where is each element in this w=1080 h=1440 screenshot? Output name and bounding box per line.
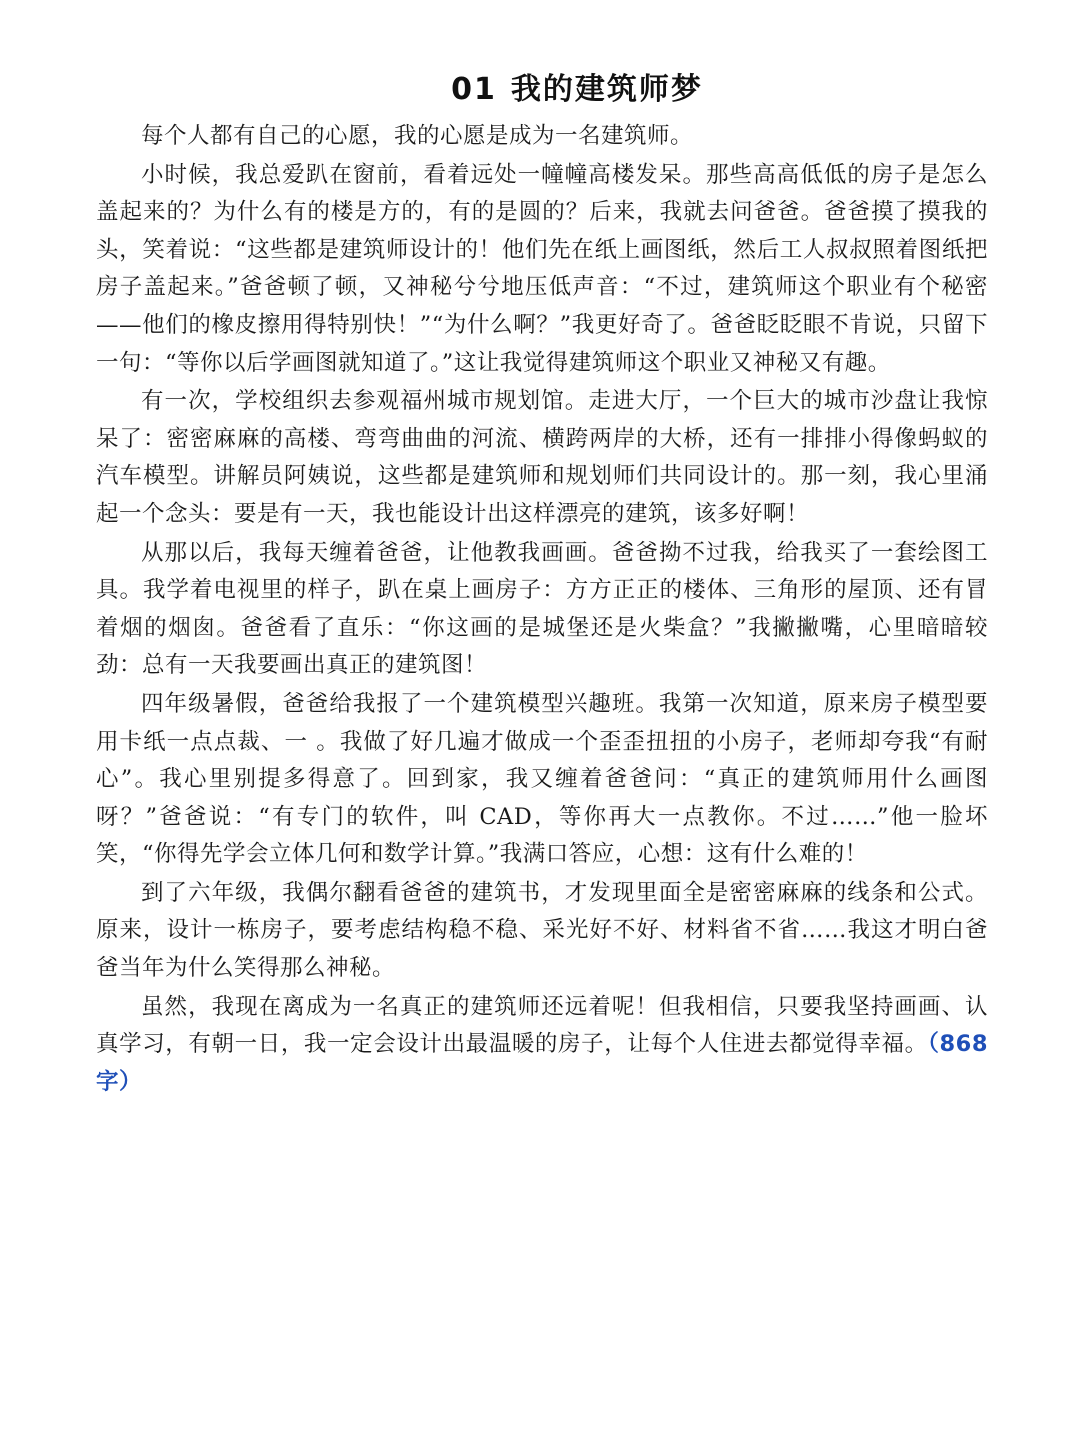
word-count: （868 字） xyxy=(96,1031,988,1095)
title-number: 01 xyxy=(451,72,497,107)
paragraph-4: 从那以后，我每天缠着爸爸，让他教我画画。爸爸拗不过我，给我买了一套绘图工具。我学着电视里的样子，趴在桌上画房子：方方正正的楼体、三角形的屋顶、还有冒着烟的烟囱。爸爸看了直乐：“你这画的是城堡还是火柴盒？”我撇撇嘴，心里暗暗较劲：总有一天我要画出真正的建筑图！ xyxy=(96,539,988,679)
essay-title xyxy=(96,68,988,112)
paragraph-2: 小时候，我总爱趴在窗前，看着远处一幢幢高楼发呆。那些高高低低的房子是怎么盖起来的？为什么有的楼是方的，有的是圆的？后来，我就去问爸爸。爸爸摸了摸我的头，笑着说：“这些都是建筑师设计的！他们先在纸上画图纸，然后工人叔叔照着图纸把房子盖起来。”爸爸顿了顿，又神秘兮兮地压低声音：“不过，建筑师这个职业有个秘密——他们的橡皮擦用得特别快！”“为什么啊？”我更好奇了。爸爸眨眨眼不肯说，只留下一句：“等你以后学画图就知道了。”这让我觉得建筑师这个职业又神秘又有趣。 xyxy=(96,161,988,376)
paragraph-1: 每个人都有自己的心愿，我的心愿是成为一名建筑师。 xyxy=(141,123,694,149)
paragraph-7 xyxy=(96,989,988,1102)
paragraph-3: 有一次，学校组织去参观福州城市规划馆。走进大厅，一个巨大的城市沙盘让我惊呆了：密密麻麻的高楼、弯弯曲曲的河流、横跨两岸的大桥，还有一排排小得像蚂蚁的汽车模型。讲解员阿姨说，这些都是建筑师和规划师们共同设计的。那一刻，我心里涌起一个念头：要是有一天，我也能设计出这样漂亮的建筑，该多好啊！ xyxy=(96,388,988,527)
paragraph-7-text: 虽然，我现在离成为一名真正的建筑师还远着呢！但我相信，只要我坚持画画、认真学习，有朝一日，我一定会设计出最温暖的房子，让每个人住进去都觉得幸福。 xyxy=(96,993,988,1058)
paragraph-5: 四年级暑假，爸爸给我报了一个建筑模型兴趣班。我第一次知道，原来房子模型要用卡纸一点点裁、一 。我做了好几遍才做成一个歪歪扭扭的小房子，老师却夸我“有耐心”。我心里别提多得意了。回到家，我又缠着爸爸问：“真正的建筑师用什么画图呀？”爸爸说：“有专门的软件，叫 CAD，等你再大一点教你。不过……”他一脸坏笑，“你得先学会立体几何和数学计算。”我满口答应，心想：这有什么难的！ xyxy=(96,690,988,868)
title-text: 我的建筑师梦 xyxy=(510,72,703,107)
essay-page xyxy=(96,68,988,1101)
paragraph-6: 到了六年级，我偶尔翻看爸爸的建筑书，才发现里面全是密密麻麻的线条和公式。原来，设计一栋房子，要考虑结构稳不稳、采光好不好、材料省不省……我这才明白爸爸当年为什么笑得那么神秘。 xyxy=(96,879,988,982)
